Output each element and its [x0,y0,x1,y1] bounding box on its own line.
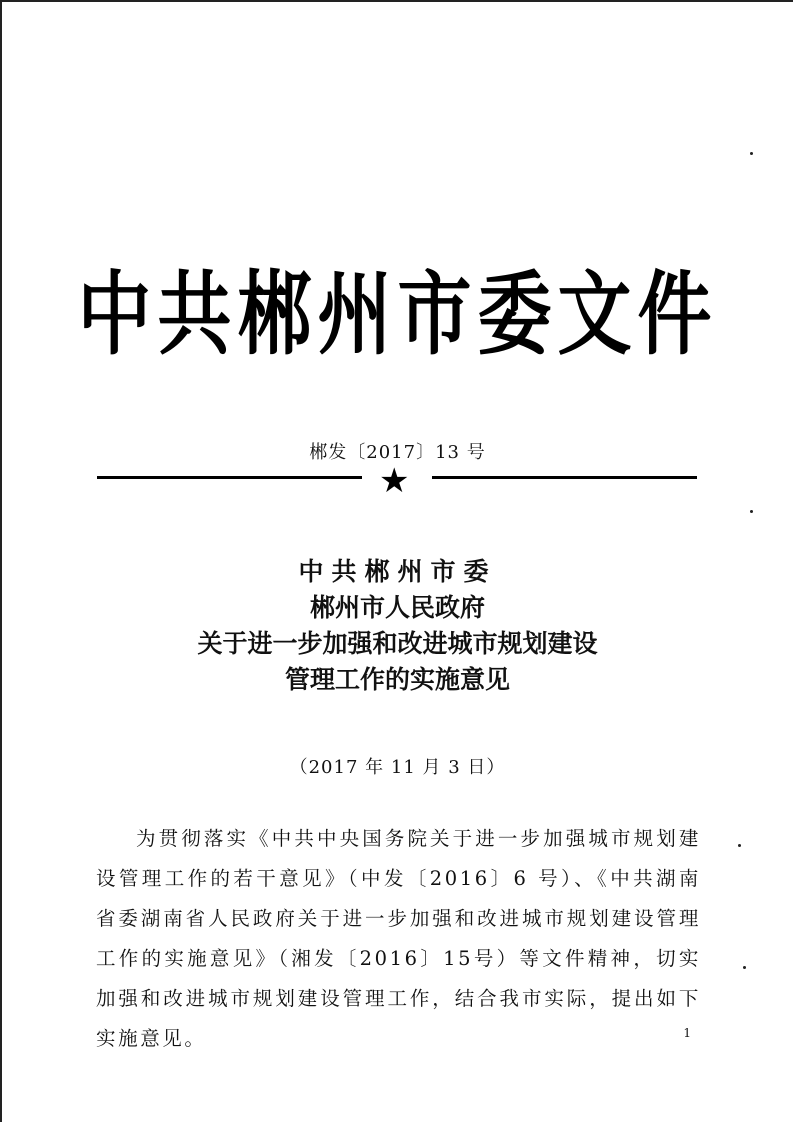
issue-date: （2017 年 11 月 3 日） [289,757,506,778]
title-line-issuer-government: 郴州市人民政府 [309,593,485,622]
title-line-subject: 关于进一步加强和改进城市规划建设 [197,629,598,658]
divider-line-right [432,476,697,479]
body-text [96,819,701,1059]
star-icon: ★ [379,461,410,501]
scan-speck [750,510,753,513]
scan-speck [750,152,753,155]
header-divider [97,463,697,499]
page-number: 1 [683,1026,691,1040]
document-title [2,554,793,698]
title-line-issuer-party: 中共郴州市委 [298,557,497,586]
scan-speck [738,844,741,847]
masthead-title: 中共郴州市委文件 [77,262,718,368]
scan-speck [743,966,746,969]
title-line-subject-cont: 管理工作的实施意见 [284,665,510,694]
divider-line-left [97,476,362,479]
body-paragraph: 为贯彻落实《中共中央国务院关于进一步加强城市规划建设管理工作的若干意见》（中发〔2016〕6 号）、《中共湖南省委湖南省人民政府关于进一步加强和改进城市规划建设管理工作的实施意见》（湘发〔2016〕15号）等文件精神，切实加强和改进城市规划建设管理工作，结合我市实际，提出如下实施意见。 [96,827,701,1050]
document-number: 郴发〔2017〕13 号 [309,442,486,463]
